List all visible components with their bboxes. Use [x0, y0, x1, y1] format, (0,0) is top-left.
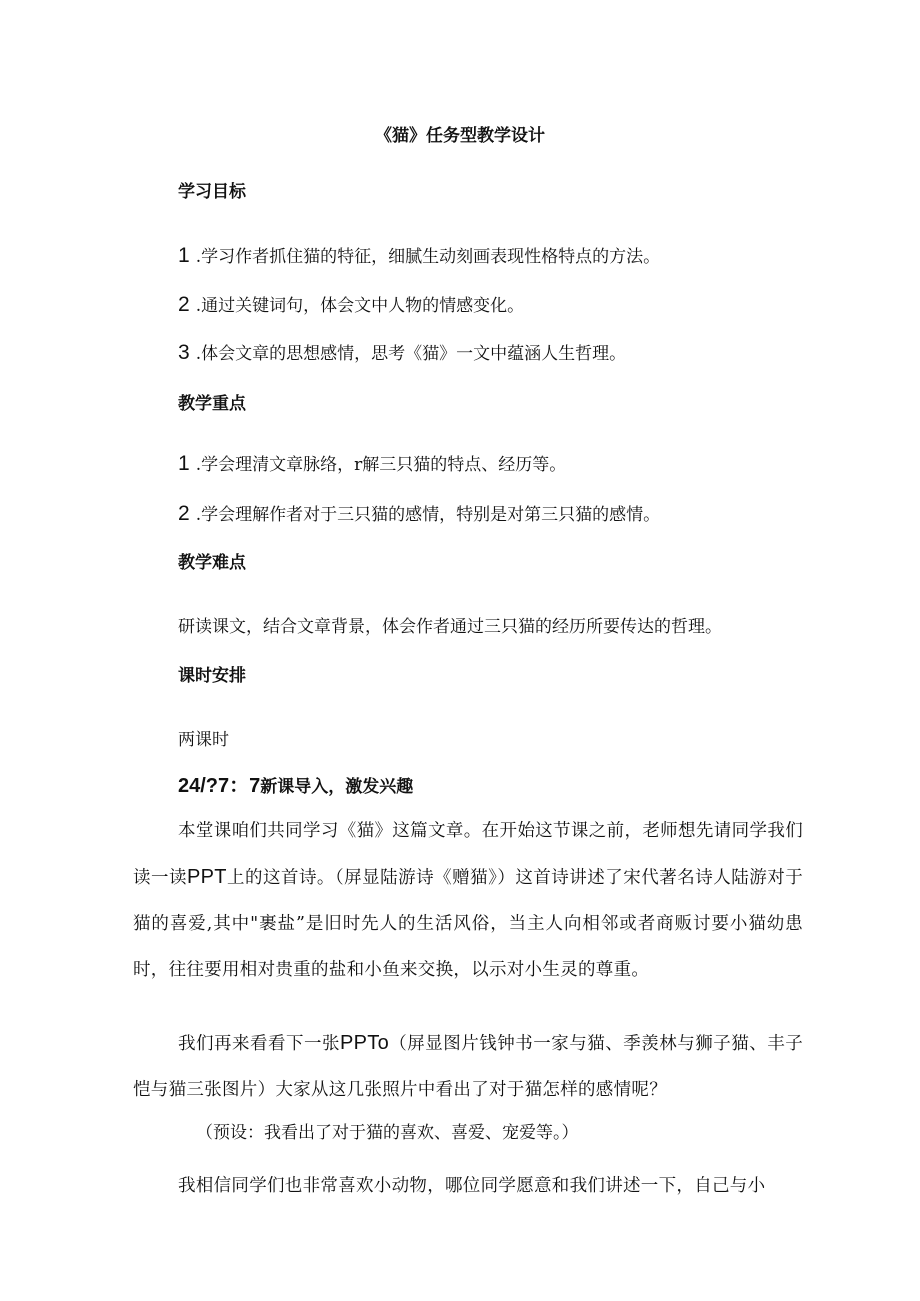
key-point-item-2: [178, 502, 660, 527]
section-label: 新课导入，激发兴趣: [260, 777, 414, 797]
schedule-heading: 课时安排: [178, 666, 246, 686]
key-point-item-1: [178, 452, 566, 477]
item-number: 1: [178, 452, 190, 475]
item-text: .学习作者抓住猫的特征，细腻生动刻画表现性格特点的方法。: [195, 247, 661, 267]
preset-answer: （预设：我看出了对于猫的喜欢、喜爱、宠爱等。）: [196, 1123, 579, 1143]
objective-item-3: [178, 341, 626, 366]
photos-paragraph: [133, 1020, 803, 1113]
section-code: 24/?7：7: [178, 775, 261, 797]
item-text: .学会理解作者对于三只猫的感情，特别是对第三只猫的感情。: [195, 505, 661, 525]
paragraph-text-a: 我们再来看看下一张: [178, 1034, 340, 1054]
intro-paragraph: [133, 808, 803, 993]
difficulties-heading: 教学难点: [178, 553, 246, 573]
item-number: 3: [178, 341, 190, 364]
objective-item-1: [178, 244, 660, 269]
paragraph-text-a: 本堂课咱们共同学习《猫》这篇文章。在开始这节课之前，老师想先请同学我们读一读: [133, 821, 803, 888]
item-number: 1: [178, 244, 190, 267]
schedule-text: 两课时: [178, 730, 229, 750]
item-number: 2: [178, 293, 190, 316]
item-text: .通过关键词句，体会文中人物的情感变化。: [195, 296, 525, 316]
closing-paragraph: 我相信同学们也非常喜欢小动物，哪位同学愿意和我们讲述一下，自己与小: [178, 1176, 766, 1196]
objective-item-2: [178, 293, 524, 318]
key-points-heading: 教学重点: [178, 394, 246, 414]
ppt-term: PPT: [186, 866, 227, 888]
paragraph-text-b: （屏显图片钱钟书一家与猫、季羡林与狮子猫、丰子恺与猫三张图片）大家从这几张照片中看出了对于猫怎样的感情呢？: [133, 1034, 803, 1100]
item-text: .学会理清文章脉络，r解三只猫的特点、经历等。: [195, 455, 567, 475]
ppt-term: PPTo: [340, 1032, 390, 1054]
objectives-heading: 学习目标: [178, 182, 246, 202]
item-text: .体会文章的思想感情，思考《猫》一文中蕴涵人生哲理。: [195, 344, 627, 364]
paragraph-text-b: 上的这首诗。（屏显陆游诗《赠猫》）这首诗讲述了宋代著名诗人陆游对于猫的喜爱,其中"裹盐”是旧时先人的生活风俗，当主人向相邻或者商贩讨要小猫幼患时，往往要用相对贵重的盐和小鱼来交换，以示对小生灵的尊重。: [133, 868, 803, 980]
difficulties-text: 研读课文，结合文章背景，体会作者通过三只猫的经历所要传达的哲理。: [178, 617, 722, 637]
lesson-section-heading: [178, 774, 413, 799]
document-title: 《猫》任务型教学设计: [375, 126, 545, 146]
item-number: 2: [178, 502, 190, 525]
